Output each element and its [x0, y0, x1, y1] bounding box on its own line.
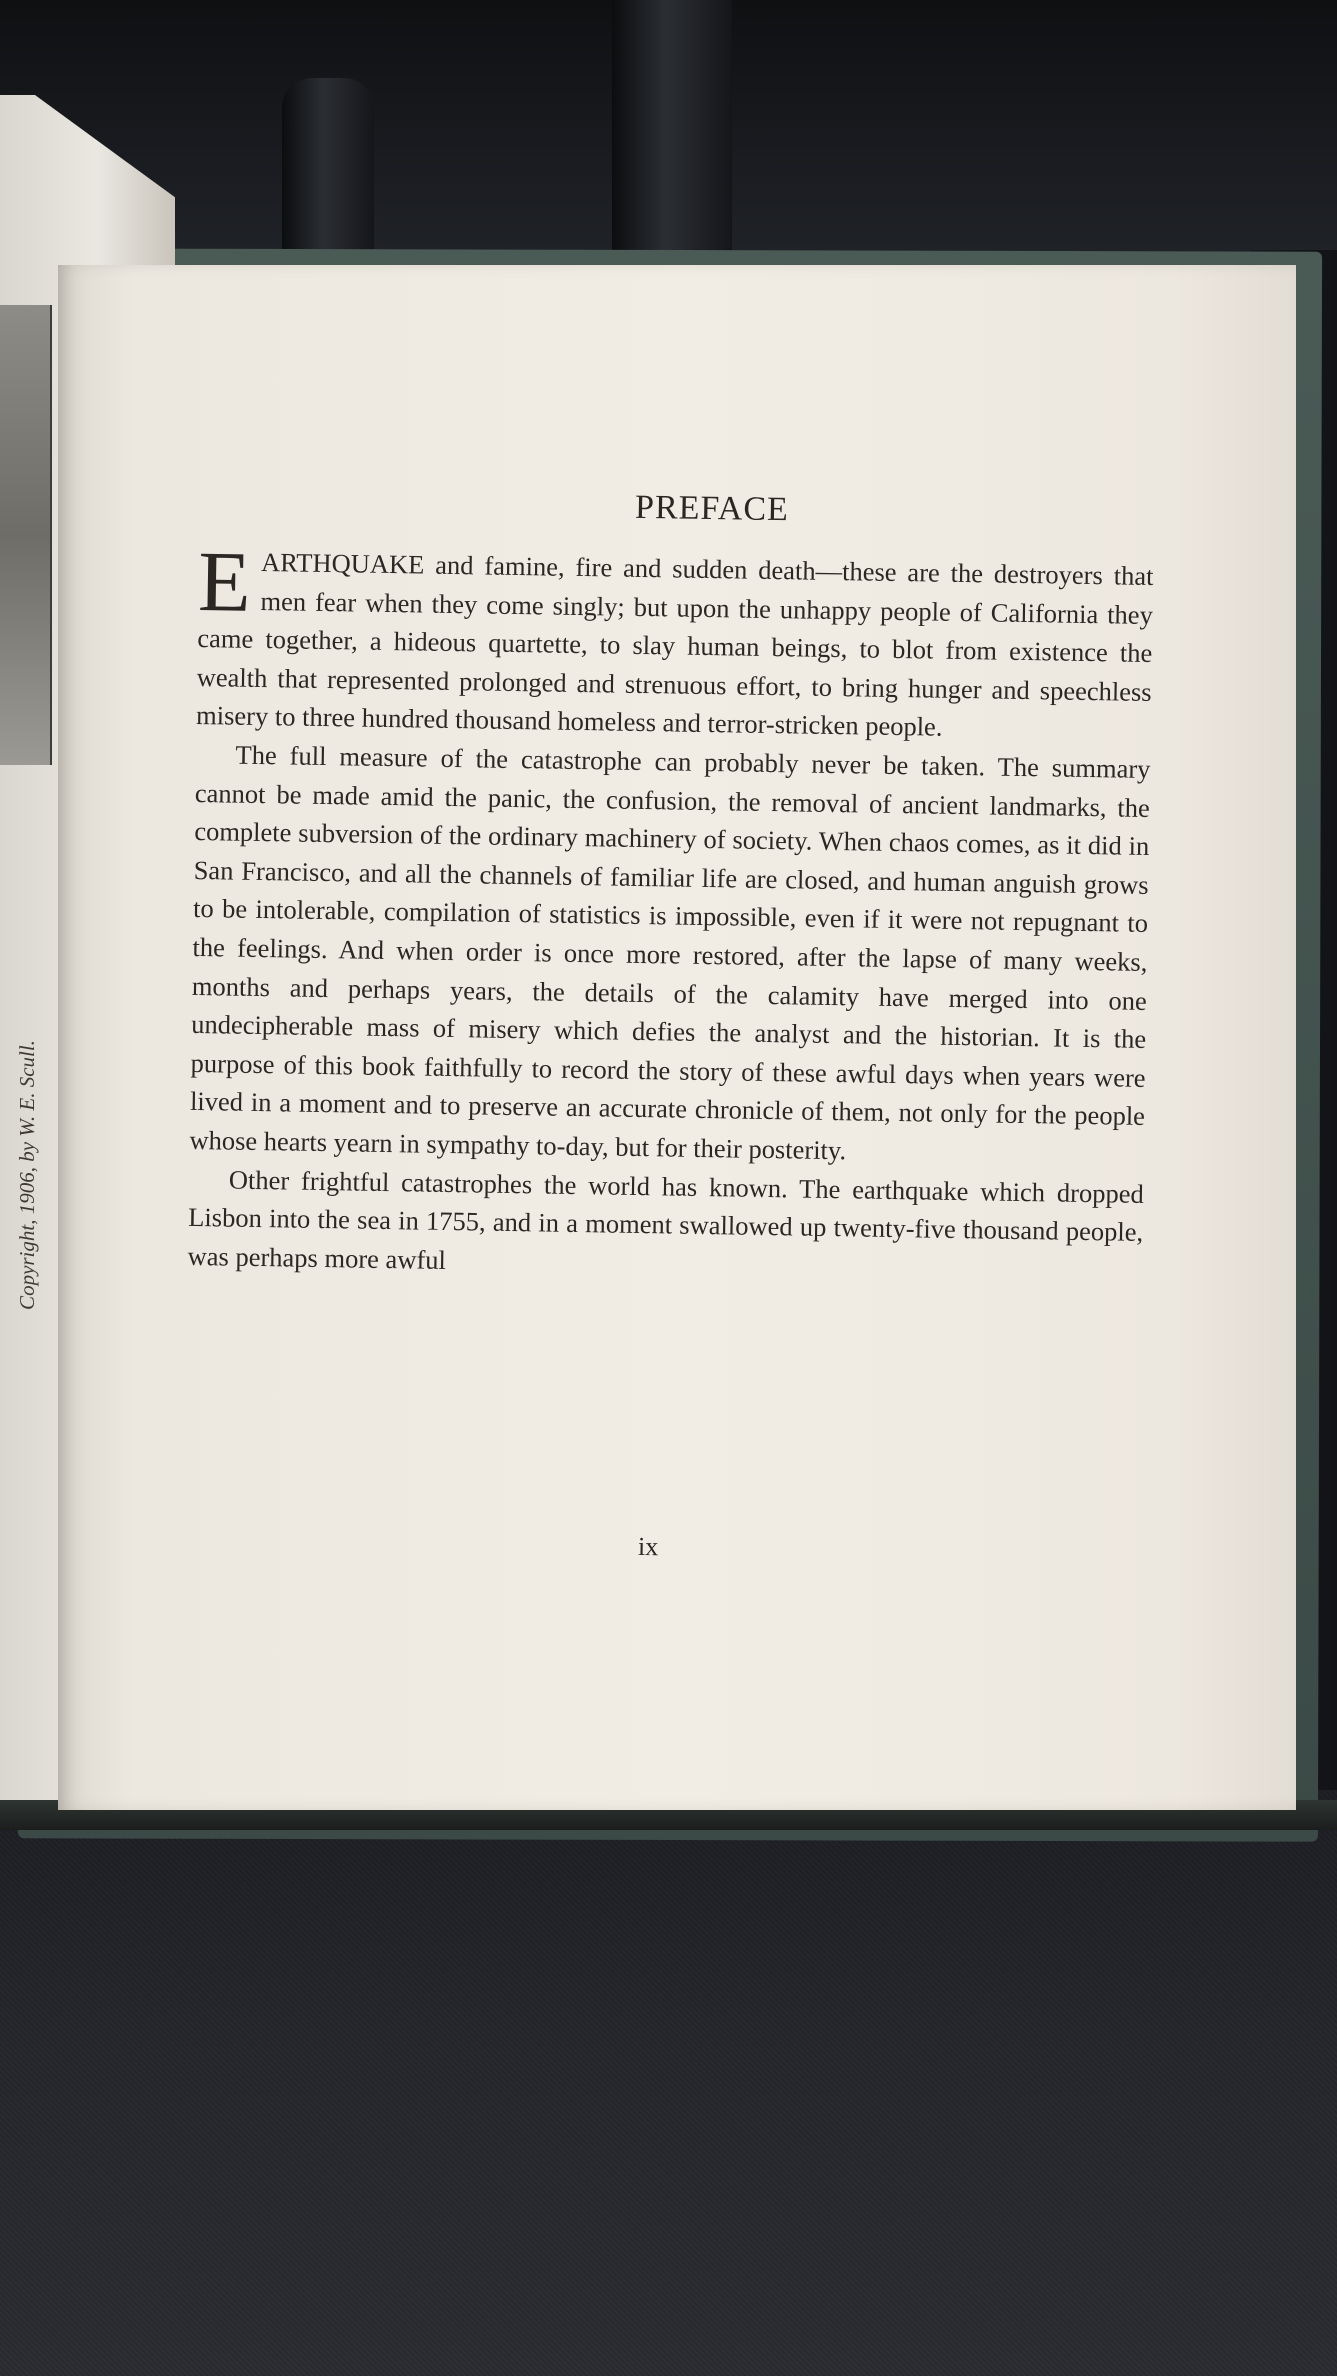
drop-cap: E	[197, 532, 252, 630]
background-post	[612, 0, 732, 270]
background-post	[282, 78, 374, 278]
background-cloth	[0, 1790, 1337, 2376]
paragraph-text: The full measure of the catastrophe can probably never be taken. The summary cannot be made amid the panic, the confusion, the removal of ancient landmarks, the complete subversion of the ordinary machinery of society. When chaos comes, as it did in San Francisco, and all the channels of familiar life are closed, and human anguish grows to be intolerable, compilation of statistics is impossible, even if it were not repugnant to the feelings. And when order is once more restored, after the lapse of many weeks, months and perhaps years, the details of the calamity have merged into one undecipherable mass of misery which defies the analyst and the historian. It is the purpose of this book faithfully to record the story of these awful days when years were lived in a moment and to preserve an accurate chronicle of them, not only for the people whose hearts yearn in sympathy to-day, but for their posterity.	[189, 739, 1151, 1166]
preface-text	[187, 470, 1155, 1290]
photo-plate	[0, 305, 52, 765]
paragraph	[189, 735, 1151, 1174]
paragraph	[195, 532, 1154, 750]
paragraph-text: Other frightful catastrophes the world has known. The earthquake which dropped Lisbon into the sea in 1755, and in a moment swallowed up twenty-five thousand people, was perhaps more awful	[187, 1164, 1144, 1275]
page-title: PREFACE	[634, 488, 790, 529]
paragraph-text: ARTHQUAKE and famine, fire and sudden death—these are the destroyers that men fear when they come singly; but upon the unhappy people of California they came together, a hideous quartette, to slay human beings, to blot from existence the wealth that represented prolonged and strenuous effort, to bring hunger and speechless misery to three hundred thousand homeless and terror-stricken people.	[195, 546, 1154, 743]
caption-credit: Copyright, 1906, by W. E. Scull.	[15, 1040, 39, 1310]
page-number: ix	[637, 1531, 659, 1562]
paragraph	[187, 1159, 1144, 1290]
